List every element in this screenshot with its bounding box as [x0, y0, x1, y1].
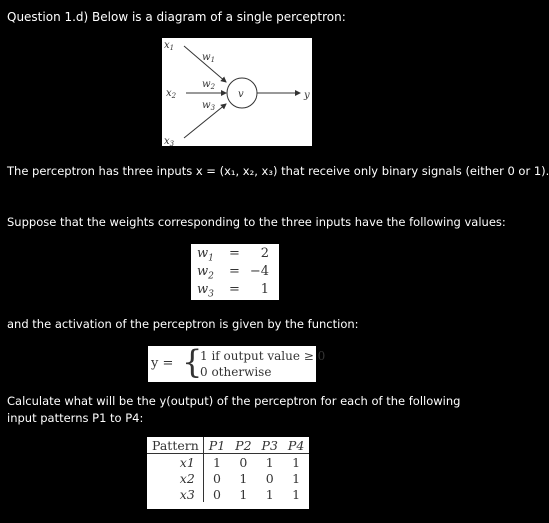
label-x1: $x_1$ [164, 40, 175, 52]
table-corner-label: Pattern [147, 437, 203, 454]
table-cell: 1 [239, 486, 248, 502]
row-label: x3 [147, 486, 203, 502]
weight-equals: = [229, 246, 240, 261]
activation-brace: { [182, 343, 203, 381]
label-w1: $w_1$ [202, 52, 216, 64]
weight-name: $w_3$ [197, 282, 214, 300]
label-w2: $w_2$ [202, 79, 216, 91]
weight-name: $w_2$ [197, 264, 214, 282]
table-cell: 1 [292, 486, 301, 502]
table-row [147, 454, 309, 471]
row-label: x2 [147, 470, 203, 486]
column-header: P2 [230, 437, 256, 454]
label-x2: $x_2$ [166, 88, 177, 100]
weight-equals: = [229, 264, 240, 279]
table-cell: 0 [212, 486, 221, 502]
table-row [147, 470, 309, 486]
weight-name: $w_1$ [197, 246, 214, 264]
table-cell: 1 [265, 454, 274, 470]
label-w3: $w_3$ [202, 100, 216, 112]
weights-equations [191, 244, 279, 300]
table-cell: 0 [265, 470, 274, 486]
perceptron-diagram-svg [162, 38, 312, 146]
activation-case-1: 1 if output value ≥ 0 [200, 349, 326, 363]
column-header: P4 [283, 437, 309, 454]
table-cell: 1 [239, 470, 248, 486]
pattern-table [147, 437, 309, 509]
row-label: x1 [147, 454, 203, 471]
weight-row-1 [191, 246, 279, 263]
table-cell: 1 [292, 470, 301, 486]
label-x3: $x_3$ [164, 136, 175, 148]
weight-value: 2 [260, 246, 269, 261]
table-cell: 0 [212, 470, 221, 486]
perceptron-diagram [162, 38, 312, 146]
question-heading: Question 1.d) Below is a diagram of a single perceptron: [7, 10, 346, 24]
weight-row-3 [191, 282, 279, 299]
label-v: v [238, 89, 244, 100]
table-cell: 1 [212, 454, 221, 470]
weight-value: −4 [249, 264, 269, 279]
weight-equals: = [229, 282, 240, 297]
activation-function [148, 343, 326, 382]
weight-row-2 [191, 264, 279, 281]
pattern-table-grid [147, 437, 309, 502]
weight-value: 1 [260, 282, 269, 297]
weights-intro: Suppose that the weights corresponding to the three inputs have the following values: [7, 215, 506, 229]
column-header: P3 [257, 437, 283, 454]
calculation-text: Calculate what will be the y(output) of the perceptron for each of the following input patterns P1 to P4: [7, 394, 461, 425]
table-header-row [147, 437, 309, 454]
activation-lhs: y = [151, 356, 174, 371]
table-cell: 0 [239, 454, 248, 470]
activation-intro: and the activation of the perceptron is given by the function: [7, 317, 359, 331]
table-row [147, 486, 309, 502]
column-header: P1 [203, 437, 230, 454]
inputs-text: The perceptron has three inputs x = (x₁, x₂, x₃) that receive only binary signals (either 0 or 1). [7, 164, 549, 178]
label-y: y [304, 90, 310, 101]
table-cell: 1 [265, 486, 274, 502]
activation-case-2: 0 otherwise [200, 365, 272, 379]
table-cell: 1 [292, 454, 301, 470]
